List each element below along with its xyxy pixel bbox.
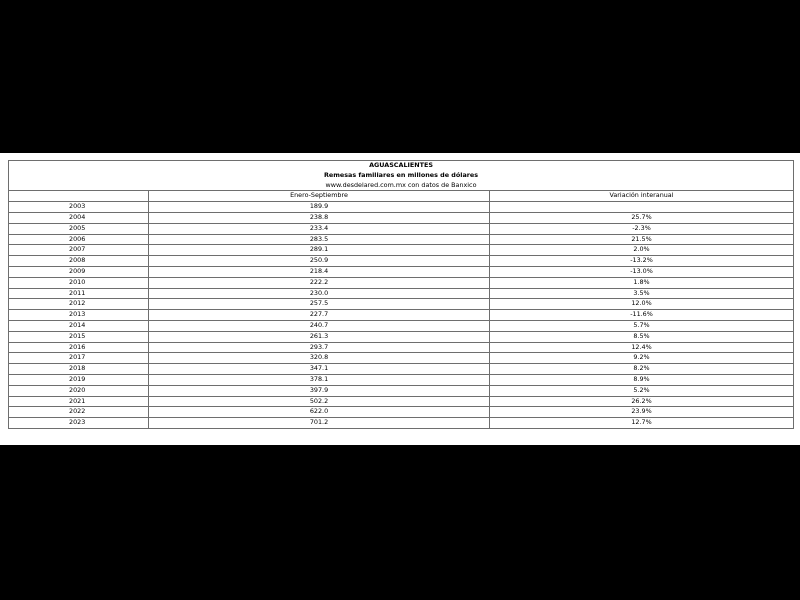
change-cell: 2.0% xyxy=(490,245,794,256)
table-row xyxy=(9,266,794,277)
year-cell: 2019 xyxy=(9,374,149,385)
table-row xyxy=(9,299,794,310)
value-cell: 283.5 xyxy=(149,234,490,245)
table-row xyxy=(9,342,794,353)
table-row xyxy=(9,277,794,288)
year-cell: 2008 xyxy=(9,256,149,267)
value-cell: 233.4 xyxy=(149,223,490,234)
year-cell: 2015 xyxy=(9,331,149,342)
value-cell: 261.3 xyxy=(149,331,490,342)
table-row xyxy=(9,256,794,267)
change-cell: 12.7% xyxy=(490,418,794,429)
table-row xyxy=(9,212,794,223)
change-cell: 8.5% xyxy=(490,331,794,342)
year-cell: 2023 xyxy=(9,418,149,429)
table-source: www.desdelared.com.mx con datos de Banxico xyxy=(325,180,477,189)
year-cell: 2017 xyxy=(9,353,149,364)
value-cell: 222.2 xyxy=(149,277,490,288)
column-header-period: Enero-Septiembre xyxy=(149,191,490,202)
change-cell: 25.7% xyxy=(490,212,794,223)
table-row xyxy=(9,234,794,245)
change-cell: 12.0% xyxy=(490,299,794,310)
year-cell: 2010 xyxy=(9,277,149,288)
change-cell: -13.2% xyxy=(490,256,794,267)
year-cell: 2011 xyxy=(9,288,149,299)
year-cell: 2007 xyxy=(9,245,149,256)
year-cell: 2005 xyxy=(9,223,149,234)
change-cell: 5.7% xyxy=(490,320,794,331)
year-cell: 2020 xyxy=(9,385,149,396)
value-cell: 320.8 xyxy=(149,353,490,364)
table-row xyxy=(9,407,794,418)
table-row xyxy=(9,202,794,213)
value-cell: 238.8 xyxy=(149,212,490,223)
value-cell: 230.0 xyxy=(149,288,490,299)
table-row xyxy=(9,364,794,375)
value-cell: 701.2 xyxy=(149,418,490,429)
value-cell: 257.5 xyxy=(149,299,490,310)
change-cell: -13.0% xyxy=(490,266,794,277)
value-cell: 218.4 xyxy=(149,266,490,277)
table-row xyxy=(9,353,794,364)
column-header-change: Variación interanual xyxy=(490,191,794,202)
value-cell: 502.2 xyxy=(149,396,490,407)
table-row xyxy=(9,245,794,256)
value-cell: 240.7 xyxy=(149,320,490,331)
year-cell: 2003 xyxy=(9,202,149,213)
change-cell: 12.4% xyxy=(490,342,794,353)
table-row xyxy=(9,310,794,321)
table-row xyxy=(9,320,794,331)
table-title: AGUASCALIENTES xyxy=(369,161,433,169)
change-cell: 8.9% xyxy=(490,374,794,385)
change-cell: -11.6% xyxy=(490,310,794,321)
column-header-year xyxy=(9,191,149,202)
table-row xyxy=(9,288,794,299)
change-cell: 9.2% xyxy=(490,353,794,364)
value-cell: 289.1 xyxy=(149,245,490,256)
year-cell: 2004 xyxy=(9,212,149,223)
year-cell: 2022 xyxy=(9,407,149,418)
change-cell xyxy=(490,202,794,213)
spreadsheet-page xyxy=(0,153,800,445)
value-cell: 378.1 xyxy=(149,374,490,385)
change-cell: 26.2% xyxy=(490,396,794,407)
value-cell: 347.1 xyxy=(149,364,490,375)
table-subtitle: Remesas familiares en millones de dólares xyxy=(323,170,479,179)
value-cell: 250.9 xyxy=(149,256,490,267)
remittances-table xyxy=(8,160,794,429)
title-cell xyxy=(9,161,794,191)
year-cell: 2013 xyxy=(9,310,149,321)
value-cell: 397.9 xyxy=(149,385,490,396)
table-row xyxy=(9,223,794,234)
change-cell: 21.5% xyxy=(490,234,794,245)
table-row xyxy=(9,331,794,342)
value-cell: 189.9 xyxy=(149,202,490,213)
change-cell: -2.3% xyxy=(490,223,794,234)
change-cell: 23.9% xyxy=(490,407,794,418)
column-header-row xyxy=(9,191,794,202)
year-cell: 2018 xyxy=(9,364,149,375)
value-cell: 227.7 xyxy=(149,310,490,321)
value-cell: 622.0 xyxy=(149,407,490,418)
table-row xyxy=(9,396,794,407)
year-cell: 2016 xyxy=(9,342,149,353)
year-cell: 2006 xyxy=(9,234,149,245)
year-cell: 2014 xyxy=(9,320,149,331)
year-cell: 2012 xyxy=(9,299,149,310)
table-row xyxy=(9,418,794,429)
change-cell: 3.5% xyxy=(490,288,794,299)
change-cell: 1.8% xyxy=(490,277,794,288)
table-row xyxy=(9,374,794,385)
year-cell: 2021 xyxy=(9,396,149,407)
title-row xyxy=(9,161,794,191)
year-cell: 2009 xyxy=(9,266,149,277)
table-row xyxy=(9,385,794,396)
value-cell: 293.7 xyxy=(149,342,490,353)
change-cell: 8.2% xyxy=(490,364,794,375)
change-cell: 5.2% xyxy=(490,385,794,396)
